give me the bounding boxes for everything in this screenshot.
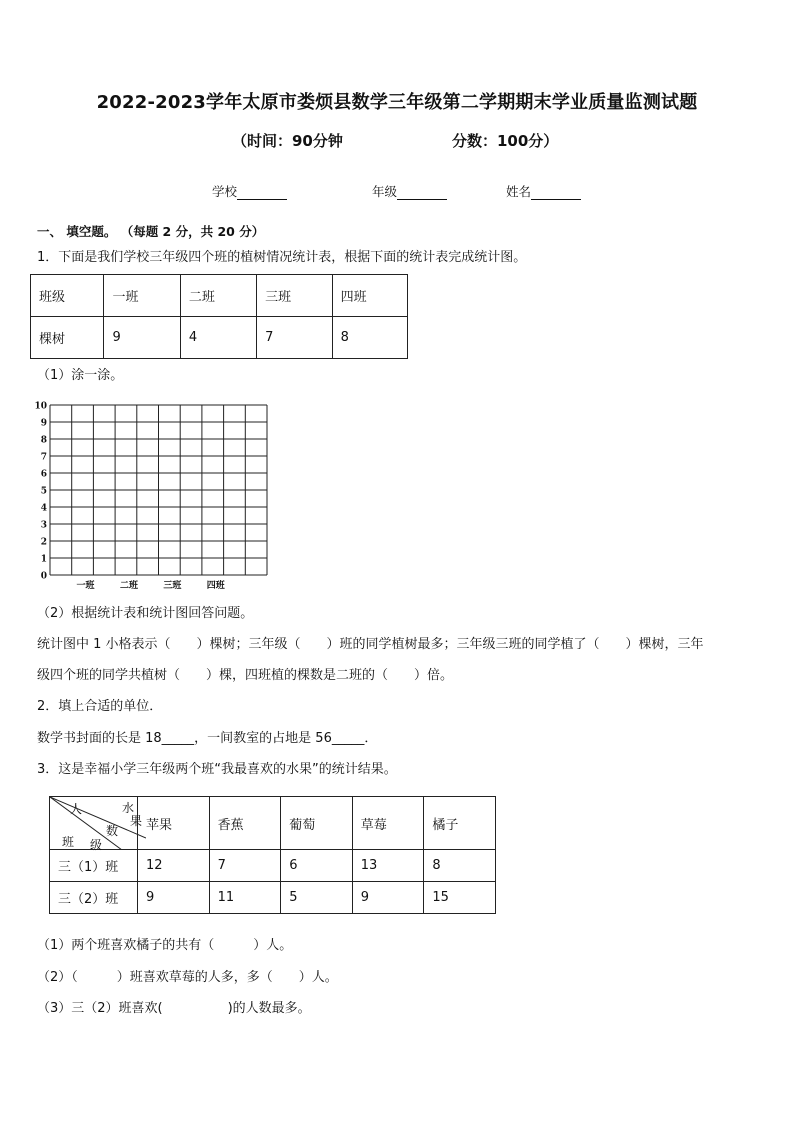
table-cell: 9 xyxy=(104,317,180,359)
y-tick-label: 8 xyxy=(40,435,47,446)
y-tick-label: 0 xyxy=(40,571,47,582)
y-tick-label: 3 xyxy=(40,520,47,531)
chart-grid xyxy=(50,405,267,575)
table-row xyxy=(50,882,496,914)
q3-table-header-row xyxy=(50,797,496,850)
grade-field[interactable] xyxy=(372,182,447,200)
chart-x-labels xyxy=(77,579,226,591)
corner-label: 数 xyxy=(106,824,119,838)
q1-body-line2: 级四个班的同学共植树（ ）棵，四班植的棵数是二班的（ ）倍。 xyxy=(37,668,454,683)
table-cell: 7 xyxy=(209,850,281,882)
x-tick-label: 四班 xyxy=(206,581,225,591)
x-tick-label: 一班 xyxy=(76,581,95,591)
table-cell: 8 xyxy=(424,850,496,882)
name-field[interactable] xyxy=(506,182,581,200)
q1-table-data-row xyxy=(31,317,408,359)
chart-y-ticks xyxy=(34,402,47,582)
table-cell: 橘子 xyxy=(424,797,496,850)
page-title: 2022-2023学年太原市娄烦县数学三年级第二学期期末学业质量监测试题 xyxy=(96,92,698,113)
x-tick-label: 二班 xyxy=(119,581,138,591)
grade-blank[interactable] xyxy=(397,186,447,200)
name-label: 姓名 xyxy=(506,184,532,199)
q2-body: 数学书封面的长是 18_____，一间教室的占地是 56_____． xyxy=(37,731,378,746)
q3-table-wrap xyxy=(49,796,496,913)
y-tick-label: 10 xyxy=(34,401,47,412)
table-cell: 15 xyxy=(424,882,496,914)
table-cell: 12 xyxy=(138,850,210,882)
row-label: 三（1）班 xyxy=(50,850,138,882)
q1-part2: （2）根据统计表和统计图回答问题。 xyxy=(37,606,254,621)
q3-table xyxy=(49,796,496,914)
table-row xyxy=(50,850,496,882)
school-label: 学校 xyxy=(212,184,238,199)
x-tick-label: 三班 xyxy=(163,581,182,591)
table-cell: 三班 xyxy=(257,275,332,317)
q3-sub1: （1）两个班喜欢橘子的共有（ ）人。 xyxy=(37,938,293,953)
table-cell: 6 xyxy=(281,850,353,882)
corner-label: 级 xyxy=(90,838,103,852)
corner-label: 班 xyxy=(62,835,75,849)
table-cell: 葡萄 xyxy=(281,797,353,850)
table-cell: 11 xyxy=(209,882,281,914)
q2-prompt: 2．填上合适的单位． xyxy=(37,699,163,714)
grade-label: 年级 xyxy=(372,184,398,199)
table-cell: 香蕉 xyxy=(209,797,281,850)
row-label: 三（2）班 xyxy=(50,882,138,914)
q1-table-header-row xyxy=(31,275,408,317)
table-cell: 二班 xyxy=(180,275,256,317)
q1-table xyxy=(30,274,408,359)
y-tick-label: 4 xyxy=(40,503,47,514)
q1-part1: （1）涂一涂。 xyxy=(37,368,124,383)
y-tick-label: 6 xyxy=(40,469,47,480)
table-cell: 苹果 xyxy=(138,797,210,850)
table-cell: 5 xyxy=(281,882,353,914)
school-field[interactable] xyxy=(212,182,287,200)
school-blank[interactable] xyxy=(237,186,287,200)
corner-label: 水 xyxy=(122,801,135,815)
section-heading: 一、 填空题。 （每题 2 分，共 20 分） xyxy=(37,224,265,239)
y-tick-label: 9 xyxy=(40,418,47,429)
table-cell: 一班 xyxy=(104,275,180,317)
table-cell: 8 xyxy=(332,317,407,359)
name-blank[interactable] xyxy=(531,186,581,200)
y-tick-label: 5 xyxy=(40,486,47,497)
table-cell: 草莓 xyxy=(352,797,424,850)
table-cell: 棵树 xyxy=(31,317,104,359)
y-tick-label: 2 xyxy=(40,537,47,548)
table-cell: 9 xyxy=(138,882,210,914)
q1-prompt: 1．下面是我们学校三年级四个班的植树情况统计表，根据下面的统计表完成统计图。 xyxy=(37,250,527,265)
q1-bar-chart[interactable] xyxy=(30,398,270,593)
table-cell: 四班 xyxy=(332,275,407,317)
q3-prompt: 3．这是幸福小学三年级两个班“我最喜欢的水果”的统计结果。 xyxy=(37,762,397,777)
table-cell: 班级 xyxy=(31,275,104,317)
q1-body-line1: 统计图中 1 小格表示（ ）棵树；三年级（ ）班的同学植树最多；三年级三班的同学植了（ ）棵树，三年 xyxy=(37,637,704,652)
q3-sub2: （2）（ ）班喜欢草莓的人多，多（ ）人。 xyxy=(37,970,338,985)
table-cell: 13 xyxy=(352,850,424,882)
y-tick-label: 7 xyxy=(40,452,47,463)
corner-label: 果 xyxy=(130,814,143,828)
q3-sub3: （3）三（2）班喜欢( )的人数最多。 xyxy=(37,1001,311,1016)
y-tick-label: 1 xyxy=(40,554,47,565)
table-cell: 7 xyxy=(257,317,332,359)
exam-score: 分数：100分） xyxy=(452,132,559,150)
exam-time: （时间：90分钟 xyxy=(232,132,343,150)
corner-header-cell xyxy=(50,797,143,852)
corner-label: 人 xyxy=(70,802,83,816)
table-cell: 4 xyxy=(180,317,256,359)
table-cell: 9 xyxy=(352,882,424,914)
